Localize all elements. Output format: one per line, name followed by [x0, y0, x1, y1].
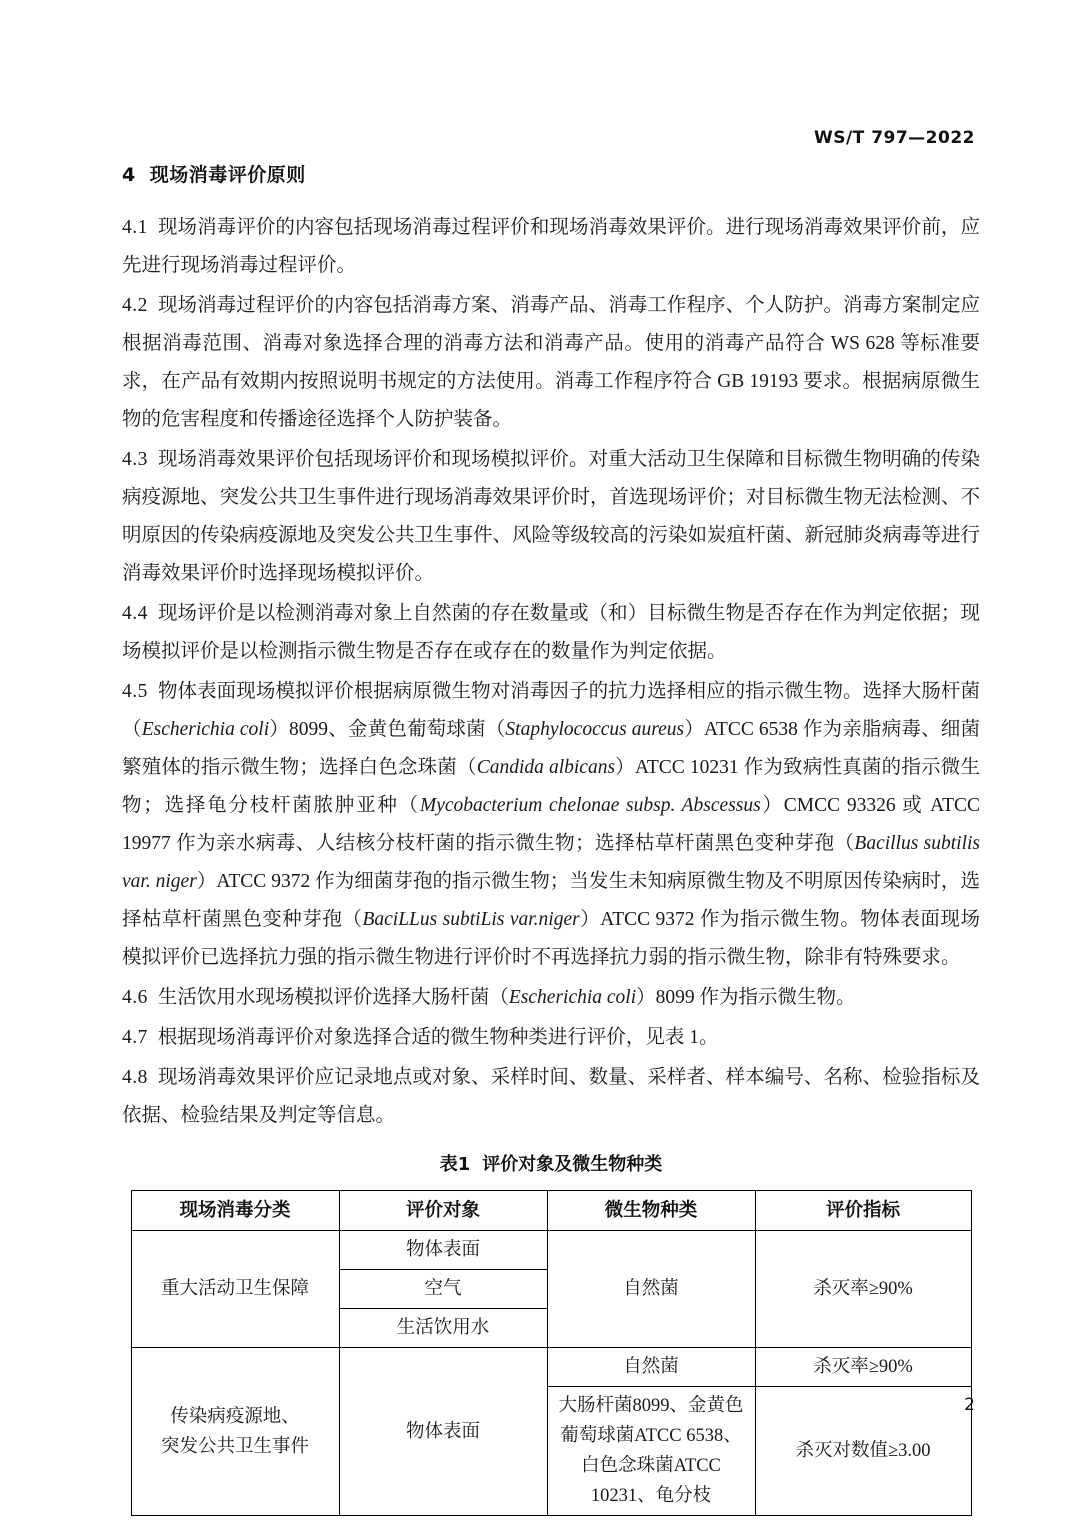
page-number: 2	[964, 1395, 975, 1415]
clause-text: 现场消毒过程评价的内容包括消毒方案、消毒产品、消毒工作程序、个人防护。消毒方案制定应根据消毒范围、消毒对象选择合理的消毒方法和消毒产品。使用的消毒产品符合 WS 628 等标准要求，在产品有效期内按照说明书规定的方法使用。消毒工作程序符合 GB 19193 要求。根据病原微生物的危害程度和传播途径选择个人防护装备。	[122, 295, 980, 430]
clause-text-run: 物体表面现场模拟评价根据病原微生物对消毒因子的抗力选择相应的指示微生物。选择大肠杆菌（	[122, 681, 980, 740]
clause-4-3	[122, 441, 980, 593]
clause-text: 现场消毒效果评价应记录地点或对象、采样时间、数量、采样者、样本编号、名称、检验指标及依据、检验结果及判定等信息。	[122, 1067, 980, 1126]
category-line-2: 突发公共卫生事件	[160, 1436, 309, 1457]
clause-4-7	[122, 1019, 980, 1057]
clause-number: 4.4	[122, 603, 148, 624]
clause-text-run: ）ATCC 6538 作为亲脂病毒、细菌繁殖体的指示微生物；选择白色念珠菌（	[122, 719, 980, 778]
clause-number: 4.3	[122, 449, 148, 470]
cell-indicator-kill-rate: 杀灭率≥90%	[755, 1231, 971, 1348]
column-header-microbe: 微生物种类	[547, 1191, 755, 1231]
cell-category-epidemic-source	[131, 1348, 339, 1516]
clause-text-run: ）8099 作为指示微生物。	[636, 987, 856, 1008]
clause-text-run: ）ATCC 9372 作为指示微生物。物体表面现场模拟评价已选择抗力强的指示微生物进行评价时不再选择抗力弱的指示微生物，除非有特殊要求。	[122, 909, 980, 968]
clause-4-6	[122, 979, 980, 1017]
cell-indicator-kill-rate-2: 杀灭率≥90%	[755, 1348, 971, 1387]
cell-object-surface-2: 物体表面	[339, 1348, 547, 1516]
cell-microbe-natural-2: 自然菌	[547, 1348, 755, 1387]
table-row	[131, 1348, 971, 1387]
column-header-object: 评价对象	[339, 1191, 547, 1231]
clause-number: 4.1	[122, 217, 148, 238]
latin-binomial: Bacillus subtilis var. niger	[122, 833, 980, 892]
document-content	[122, 160, 981, 1506]
clause-text: 根据现场消毒评价对象选择合适的微生物种类进行评价，见表 1。	[157, 1027, 719, 1048]
cell-microbe-indicator-list: 大肠杆菌8099、金黄色葡萄球菌ATCC 6538、白色念珠菌ATCC 10231、龟分枝	[547, 1387, 755, 1516]
clause-text-run: ）8099、金黄色葡萄球菌（	[269, 719, 506, 740]
clause-4-1	[122, 209, 980, 285]
clause-number: 4.8	[122, 1067, 148, 1088]
clause-4-8	[122, 1059, 980, 1135]
clause-text-run: ）ATCC 10231 作为致病性真菌的指示微生物；选择龟分枝杆菌脓肿亚种（	[122, 757, 980, 816]
table-1	[131, 1190, 972, 1516]
cell-object-air: 空气	[339, 1270, 547, 1309]
latin-binomial: Escherichia coli	[141, 719, 270, 740]
clause-text-run: ）CMCC 93326 或 ATCC 19977 作为亲水病毒、人结核分枝杆菌的指示微生物；选择枯草杆菌黑色变种芽孢（	[122, 795, 981, 854]
cell-object-surface: 物体表面	[339, 1231, 547, 1270]
latin-binomial: BaciLLus subtiLis var.niger	[362, 909, 580, 930]
clause-number: 4.7	[122, 1027, 148, 1048]
clause-text	[158, 987, 856, 1008]
table-header-row	[131, 1191, 971, 1231]
table-caption-number: 表1	[439, 1154, 471, 1175]
cell-microbe-natural: 自然菌	[547, 1231, 755, 1348]
table-row	[131, 1231, 971, 1270]
latin-binomial: Staphylococcus aureus	[505, 719, 685, 740]
clause-text: 现场评价是以检测消毒对象上自然菌的存在数量或（和）目标微生物是否存在作为判定依据；现场模拟评价是以检测指示微生物是否存在或存在的数量作为判定依据。	[122, 603, 980, 662]
clause-text: 现场消毒评价的内容包括现场消毒过程评价和现场消毒效果评价。进行现场消毒效果评价前，应先进行现场消毒过程评价。	[122, 217, 980, 276]
clause-number: 4.2	[122, 295, 148, 316]
cell-indicator-log-reduction: 杀灭对数值≥3.00	[755, 1387, 971, 1516]
section-number: 4	[122, 164, 136, 186]
latin-binomial: Mycobacterium chelonae subsp. Abscessus	[419, 795, 761, 816]
table-1-container	[122, 1150, 980, 1516]
column-header-indicator: 评价指标	[755, 1191, 971, 1231]
clause-text-run: ）ATCC 9372 作为细菌芽孢的指示微生物；当发生未知病原微生物及不明原因传染病时，选择枯草杆菌黑色变种芽孢（	[122, 871, 980, 930]
table-1-caption	[122, 1150, 980, 1176]
clause-text: 现场消毒效果评价包括现场评价和现场模拟评价。对重大活动卫生保障和目标微生物明确的传染病疫源地、突发公共卫生事件进行现场消毒效果评价时，首选现场评价；对目标微生物无法检测、不明原因的传染病疫源地及突发公共卫生事件、风险等级较高的污染如炭疽杆菌、新冠肺炎病毒等进行消毒效果评价时选择现场模拟评价。	[122, 449, 981, 584]
cell-category-major-event: 重大活动卫生保障	[131, 1231, 339, 1348]
running-header: WS/T 797—2022	[813, 128, 975, 148]
cell-object-drinking-water: 生活饮用水	[339, 1309, 547, 1348]
section-title-text: 现场消毒评价原则	[149, 164, 306, 186]
clause-number: 4.6	[122, 987, 148, 1008]
clause-text	[122, 681, 980, 968]
table-caption-title: 评价对象及微生物种类	[482, 1154, 663, 1175]
clause-4-2	[122, 287, 980, 439]
clause-4-4	[122, 595, 980, 671]
section-heading	[122, 160, 980, 187]
clause-text-run: 生活饮用水现场模拟评价选择大肠杆菌（	[157, 987, 509, 1008]
clause-4-5	[122, 673, 980, 977]
latin-binomial: Candida albicans	[476, 757, 616, 778]
category-line-1: 传染病疫源地、	[170, 1406, 300, 1427]
latin-binomial: Escherichia coli	[508, 987, 637, 1008]
column-header-category: 现场消毒分类	[131, 1191, 339, 1231]
clause-number: 4.5	[122, 681, 148, 702]
